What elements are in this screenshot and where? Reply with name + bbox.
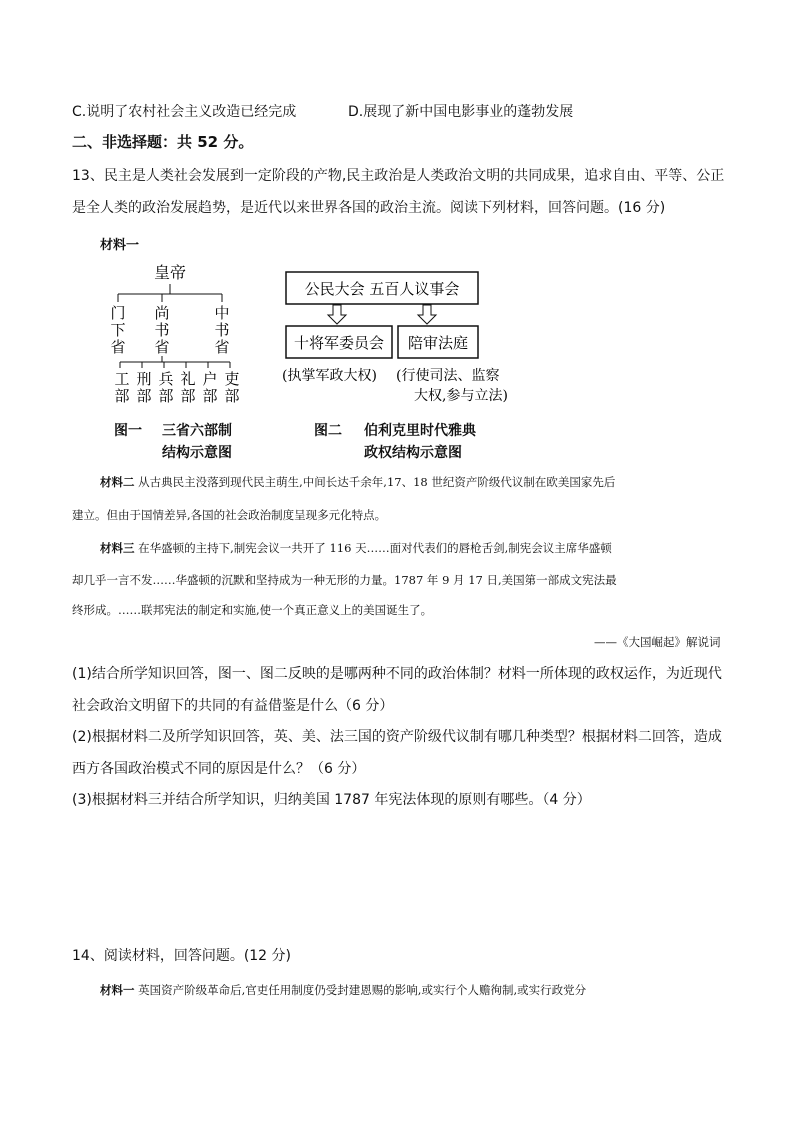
svg-text:省: 省 <box>154 338 170 356</box>
svg-text:礼: 礼 <box>180 370 196 388</box>
generals-box-label: 十将军委员会 <box>293 334 385 352</box>
figure1-diagram <box>100 258 260 408</box>
province-shangshu <box>154 304 169 356</box>
assembly-box-label: 公民大会 五百人议事会 <box>304 280 460 298</box>
q13-stem-line2: 是全人类的政治发展趋势，是近代以来世界各国的政治主流。阅读下列材料，回答问题。(16 分) <box>72 200 666 216</box>
svg-text:吏: 吏 <box>224 370 240 388</box>
material3-line2: 却几乎一言不发……华盛顿的沉默和坚持成为一种无形的力量。1787 年 9 月 17 日,美国第一部成文宪法最 <box>72 573 617 587</box>
material2-line2: 建立。但由于国情差异,各国的社会政治制度呈现多元化特点。 <box>72 508 387 522</box>
figure1-caption-line2: 结构示意图 <box>162 445 232 461</box>
svg-text:部: 部 <box>224 387 240 405</box>
figure2-caption-line2: 政权结构示意图 <box>364 445 462 461</box>
svg-text:书: 书 <box>154 321 170 339</box>
figure2-diagram <box>280 268 530 408</box>
svg-text:部: 部 <box>202 387 218 405</box>
svg-text:工: 工 <box>114 370 130 388</box>
q14-material1-label: 材料一 <box>100 983 135 997</box>
svg-text:部: 部 <box>180 387 196 405</box>
svg-text:中: 中 <box>214 304 230 322</box>
figure1-caption-line1: 三省六部制 <box>162 423 232 439</box>
material2-label: 材料二 <box>100 475 135 489</box>
material3-line1: 在华盛顿的主持下,制宪会议一共开了 116 天……面对代表们的唇枪舌剑,制宪会议主席华盛顿 <box>138 541 612 555</box>
svg-text:刑: 刑 <box>136 370 152 388</box>
jury-box-label: 陪审法庭 <box>407 334 469 352</box>
province-zhongshu <box>214 304 229 356</box>
figure1-caption-label: 图一 <box>114 423 142 439</box>
figure2-caption-label: 图二 <box>314 423 342 439</box>
svg-text:尚: 尚 <box>154 304 170 322</box>
province-menxia <box>110 304 125 356</box>
q13-sub2-line2: 西方各国政治模式不同的原因是什么？（6 分） <box>72 761 366 777</box>
q13-sub2-line1: (2)根据材料二及所学知识回答，英、美、法三国的资产阶级代议制有哪几种类型？根据材料二回答，造成 <box>72 729 722 745</box>
generals-note: (执掌军政大权) <box>282 368 377 384</box>
svg-text:部: 部 <box>158 387 174 405</box>
svg-text:部: 部 <box>114 387 130 405</box>
material3-source: ——《大国崛起》解说词 <box>594 635 721 649</box>
jury-note-line2: 大权,参与立法) <box>414 388 508 404</box>
svg-text:兵: 兵 <box>158 370 174 388</box>
svg-text:书: 书 <box>214 321 230 339</box>
jury-note-line1: (行使司法、监察 <box>396 368 500 384</box>
svg-text:门: 门 <box>110 304 126 322</box>
option-c: C.说明了农村社会主义改造已经完成 <box>72 104 297 120</box>
q14-material1-paragraph <box>100 980 586 1000</box>
material3-line3: 终形成。……联邦宪法的制定和实施,使一个真正意义上的美国诞生了。 <box>72 603 433 617</box>
material3-paragraph <box>100 538 612 558</box>
q14-stem: 14、阅读材料，回答问题。(12 分) <box>72 948 292 964</box>
svg-text:部: 部 <box>136 387 152 405</box>
ministries <box>114 370 239 405</box>
svg-text:省: 省 <box>214 338 230 356</box>
material3-label: 材料三 <box>100 541 135 555</box>
q13-sub3-line1: (3)根据材料三并结合所学知识，归纳美国 1787 年宪法体现的原则有哪些。（4 分） <box>72 792 591 808</box>
figure2-caption-line1: 伯利克里时代雅典 <box>364 423 476 439</box>
q14-material1-line1: 英国资产阶级革命后,官吏任用制度仍受封建恩赐的影响,或实行个人赡徇制,或实行政党分 <box>138 983 587 997</box>
section-title: 二、非选择题：共 52 分。 <box>72 133 254 151</box>
q13-sub1-line1: (1)结合所学知识回答，图一、图二反映的是哪两种不同的政治体制？材料一所体现的政权运作，为近现代 <box>72 666 722 682</box>
material2-line1: 从古典民主没落到现代民主萌生,中间长达千余年,17、18 世纪资产阶级代议制在欧美国家先后 <box>138 475 616 489</box>
svg-text:户: 户 <box>202 370 218 388</box>
material2-paragraph <box>100 472 615 492</box>
svg-text:省: 省 <box>110 338 126 356</box>
svg-text:下: 下 <box>110 321 126 339</box>
figure1-top: 皇帝 <box>153 263 187 282</box>
material1-label: 材料一 <box>100 238 140 253</box>
q13-sub1-line2: 社会政治文明留下的共同的有益借鉴是什么（6 分） <box>72 698 394 714</box>
q13-stem-line1: 13、民主是人类社会发展到一定阶段的产物,民主政治是人类政治文明的共同成果，追求自由、平等、公正 <box>72 168 725 184</box>
option-d: D.展现了新中国电影事业的蓬勃发展 <box>348 104 574 120</box>
